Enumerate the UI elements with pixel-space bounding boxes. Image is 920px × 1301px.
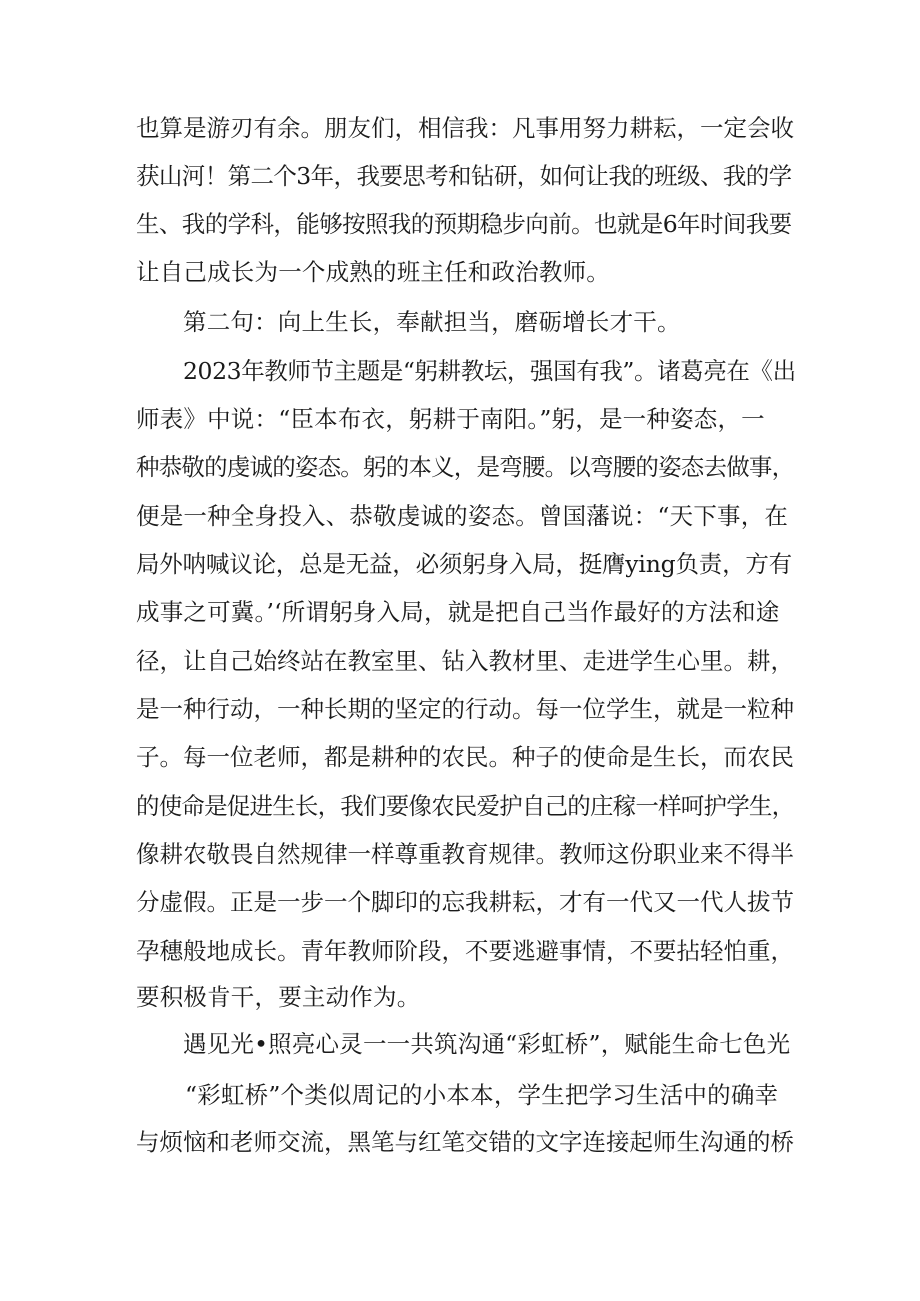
text-line: 种恭敬的虔诚的姿态。躬的本义，是弯腰。以弯腰的姿态去做事， (136, 453, 795, 481)
text-line: 也算是游刃有余。朋友们，相信我：凡事用努力耕耘，一定会收 (136, 114, 794, 142)
text-line: 获山河！第二个3年，我要思考和钻研，如何让我的班级、我的学 (136, 162, 792, 190)
text-line: 像耕农敬畏自然规律一样尊重教育规律。教师这份职业来不得半 (136, 840, 794, 868)
text-line: 2023年教师节主题是“躬耕教坛，强国有我”。诸葛亮在《出 (183, 357, 796, 385)
text-line: 子。每一位老师，都是耕种的农民。种子的使命是生长，而农民 (136, 743, 794, 771)
text-line: 生、我的学科，能够按照我的预期稳步向前。也就是6年时间我要 (136, 210, 792, 238)
text-line: 让自己成长为一个成熟的班主任和政治教师。 (136, 258, 610, 286)
text-line: 的使命是促进生长，我们要像农民爱护自己的庄稼一样呵护学生， (136, 792, 795, 820)
text-line: 分虚假。正是一步一个脚印的忘我耕耘，才有一代又一代人拔节 (136, 888, 794, 916)
text-line: 与烦恼和老师交流，黑笔与红笔交错的文字连接起师生沟通的桥 (136, 1128, 794, 1156)
text-line: 局外呐喊议论，总是无益，必须躬身入局，挺膺ying负责，方有 (136, 550, 792, 578)
text-line: 是一种行动，一种长期的坚定的行动。每一位学生，就是一粒种 (136, 695, 794, 723)
text-line: 径，让自己始终站在教室里、钻入教材里、走进学生心里。耕， (136, 647, 794, 675)
section-heading: 第二句：向上生长，奉献担当，磨砺增长才干。 (183, 308, 681, 336)
section-heading: 遇见光•照亮心灵一一共筑沟通“彩虹桥”，赋能生命七色光 (183, 1030, 791, 1058)
text-line: 要积极肯干，要主动作为。 (136, 983, 421, 1011)
text-line: “彩虹桥”个类似周记的小本本，学生把学习生活中的确幸 (185, 1081, 779, 1109)
text-line: 师表》中说：“臣本布衣，躬耕于南阳。”躬，是一种姿态，一 (136, 405, 765, 433)
text-line: 便是一种全身投入、恭敬虔诚的姿态。曾国藩说：“天下事，在 (136, 502, 789, 530)
text-line: 孕穗般地成长。青年教师阶段，不要逃避事情，不要拈轻怕重， (136, 937, 794, 965)
text-line: 成事之可冀。’‘所谓躬身入局，就是把自己当作最好的方法和途 (136, 598, 780, 626)
